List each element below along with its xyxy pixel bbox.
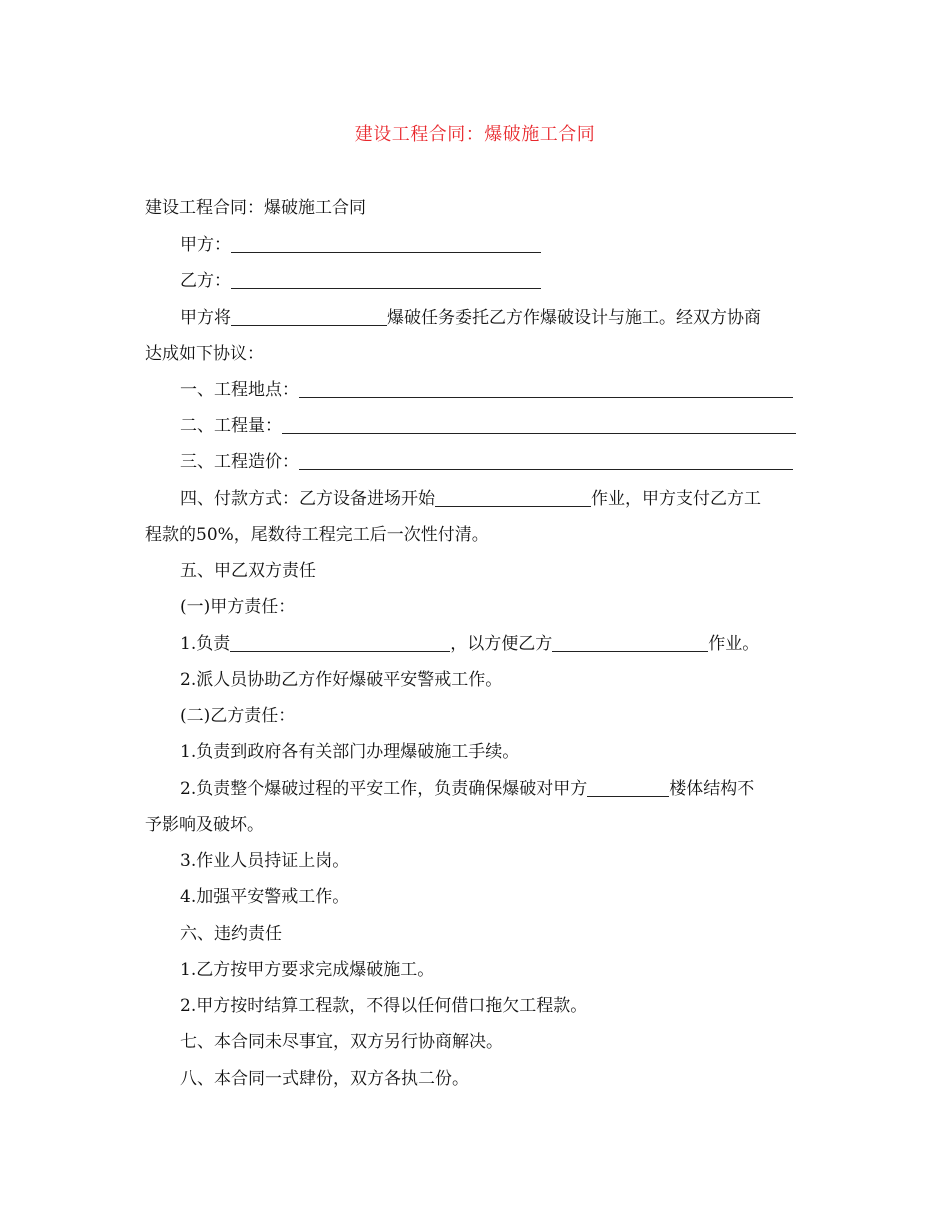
item4-line xyxy=(180,487,761,511)
item3-blank xyxy=(299,453,793,470)
party-a-label: 甲方： xyxy=(180,235,231,255)
a1-line xyxy=(180,632,759,656)
item4-post: 作业，甲方支付乙方工 xyxy=(591,489,761,509)
document-title: 建设工程合同：爆破施工合同 xyxy=(354,124,596,145)
item3-label: 三、工程造价： xyxy=(180,452,299,472)
intro-post: 爆破任务委托乙方作爆破设计与施工。经双方协商 xyxy=(387,308,761,328)
a1-mid: ，以方便乙方 xyxy=(450,634,553,654)
party-b-blank xyxy=(231,272,541,289)
b2-continuation: 予影响及破坏。 xyxy=(145,815,264,835)
item1-label: 一、工程地点： xyxy=(180,380,299,400)
a1-blank-1 xyxy=(230,635,450,652)
party-a-responsibility-heading: (一)甲方责任： xyxy=(180,597,296,617)
item7-line: 七、本合同未尽事宜，双方另行协商解决。 xyxy=(180,1032,503,1052)
party-b-label: 乙方： xyxy=(180,271,231,291)
item8-line: 八、本合同一式肆份，双方各执二份。 xyxy=(180,1069,469,1089)
item4-continuation: 程款的50%，尾数待工程完工后一次性付清。 xyxy=(145,525,489,545)
intro-line xyxy=(180,306,761,330)
c1-line: 1.乙方按甲方要求完成爆破施工。 xyxy=(180,960,435,980)
party-a-line xyxy=(180,233,541,257)
intro-pre: 甲方将 xyxy=(180,308,231,328)
b2-pre: 2.负责整个爆破过程的平安工作，负责确保爆破对甲方 xyxy=(180,779,588,799)
b4-line: 4.加强平安警戒工作。 xyxy=(180,887,350,907)
intro-continuation: 达成如下协议： xyxy=(145,344,264,364)
a2-line: 2.派人员协助乙方作好爆破平安警戒工作。 xyxy=(180,670,503,690)
intro-blank xyxy=(231,309,387,326)
b2-post: 楼体结构不 xyxy=(669,779,755,799)
a1-pre: 1.负责 xyxy=(180,634,231,654)
subtitle: 建设工程合同：爆破施工合同 xyxy=(145,198,366,218)
b3-line: 3.作业人员持证上岗。 xyxy=(180,851,350,871)
a1-post: 作业。 xyxy=(708,634,760,654)
item5-heading: 五、甲乙双方责任 xyxy=(180,561,316,581)
item3-line xyxy=(180,450,793,474)
item2-label: 二、工程量： xyxy=(180,416,282,436)
item2-blank xyxy=(282,417,796,434)
item4-blank xyxy=(435,490,591,507)
item6-heading: 六、违约责任 xyxy=(180,924,282,944)
a1-blank-2 xyxy=(552,635,708,652)
c2-line: 2.甲方按时结算工程款，不得以任何借口拖欠工程款。 xyxy=(180,996,588,1016)
party-a-blank xyxy=(231,236,541,253)
b1-line: 1.负责到政府各有关部门办理爆破施工手续。 xyxy=(180,742,520,762)
item1-line xyxy=(180,378,793,402)
item1-blank xyxy=(299,381,793,398)
party-b-line xyxy=(180,269,541,293)
party-b-responsibility-heading: (二)乙方责任： xyxy=(180,706,296,726)
b2-line xyxy=(180,777,754,801)
item2-line xyxy=(180,414,796,438)
b2-blank xyxy=(587,780,669,797)
item4-pre: 四、付款方式：乙方设备进场开始 xyxy=(180,489,435,509)
